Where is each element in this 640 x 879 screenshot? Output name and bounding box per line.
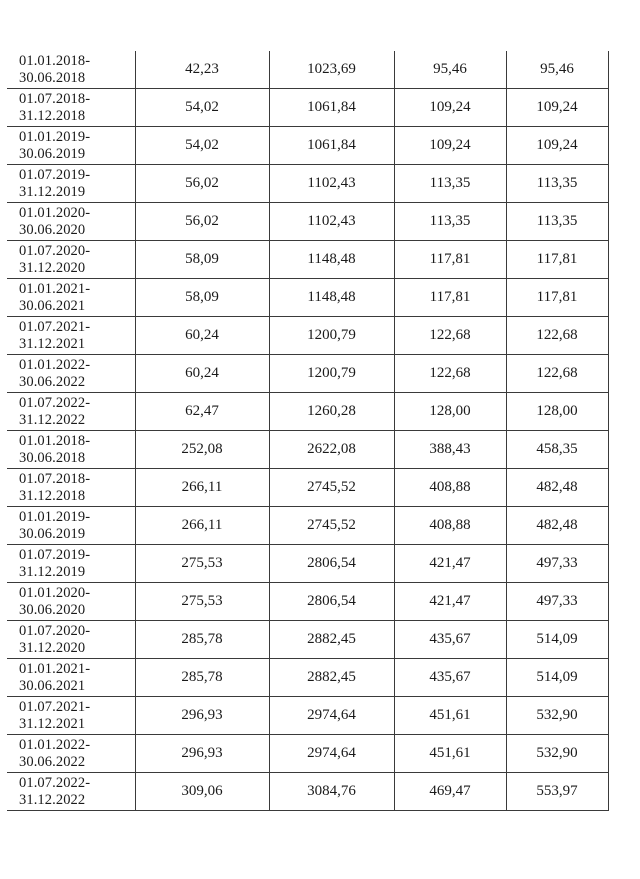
table-row — [7, 735, 608, 773]
value-cell-2: 1061,84 — [269, 127, 394, 165]
value-cell-2: 1102,43 — [269, 203, 394, 241]
value-cell-2: 1023,69 — [269, 51, 394, 89]
table-row — [7, 127, 608, 165]
value-cell-1: 252,08 — [135, 431, 269, 469]
period-end: 30.06.2019 — [19, 145, 86, 162]
value-cell-3: 435,67 — [394, 621, 506, 659]
value-cell-4: 532,90 — [506, 697, 608, 735]
period-start: 01.01.2021- — [19, 660, 91, 677]
value-cell-1: 58,09 — [135, 279, 269, 317]
value-cell-2: 1260,28 — [269, 393, 394, 431]
value-cell-2: 2882,45 — [269, 659, 394, 697]
value-cell-3: 113,35 — [394, 165, 506, 203]
period-cell — [7, 773, 135, 811]
period-end: 31.12.2019 — [19, 563, 86, 580]
value-cell-3: 421,47 — [394, 545, 506, 583]
table-row — [7, 431, 608, 469]
period-start: 01.01.2022- — [19, 356, 91, 373]
value-cell-4: 497,33 — [506, 583, 608, 621]
period-cell — [7, 621, 135, 659]
period-start: 01.07.2020- — [19, 622, 91, 639]
table-row — [7, 355, 608, 393]
value-cell-4: 113,35 — [506, 165, 608, 203]
period-end: 31.12.2021 — [19, 715, 86, 732]
period-end: 30.06.2022 — [19, 373, 86, 390]
table-row — [7, 51, 608, 89]
period-start: 01.01.2019- — [19, 128, 91, 145]
value-cell-4: 458,35 — [506, 431, 608, 469]
value-cell-1: 58,09 — [135, 241, 269, 279]
period-end: 30.06.2020 — [19, 601, 86, 618]
value-cell-2: 1148,48 — [269, 279, 394, 317]
table-row — [7, 165, 608, 203]
period-start: 01.07.2019- — [19, 546, 91, 563]
period-start: 01.07.2022- — [19, 394, 91, 411]
value-cell-4: 553,97 — [506, 773, 608, 811]
period-cell — [7, 583, 135, 621]
value-cell-2: 2745,52 — [269, 507, 394, 545]
value-cell-1: 54,02 — [135, 89, 269, 127]
period-start: 01.07.2020- — [19, 242, 91, 259]
period-start: 01.07.2018- — [19, 90, 91, 107]
period-end: 31.12.2020 — [19, 639, 86, 656]
table-row — [7, 659, 608, 697]
period-start: 01.07.2022- — [19, 774, 91, 791]
table-row — [7, 583, 608, 621]
period-cell — [7, 697, 135, 735]
value-cell-3: 388,43 — [394, 431, 506, 469]
period-start: 01.01.2020- — [19, 584, 91, 601]
table-row — [7, 545, 608, 583]
table-row — [7, 507, 608, 545]
period-start: 01.01.2018- — [19, 432, 91, 449]
value-cell-4: 532,90 — [506, 735, 608, 773]
value-cell-3: 469,47 — [394, 773, 506, 811]
value-cell-4: 113,35 — [506, 203, 608, 241]
value-cell-2: 1102,43 — [269, 165, 394, 203]
value-cell-4: 122,68 — [506, 355, 608, 393]
value-cell-2: 2806,54 — [269, 545, 394, 583]
value-cell-1: 54,02 — [135, 127, 269, 165]
table-row — [7, 393, 608, 431]
value-cell-2: 1200,79 — [269, 355, 394, 393]
value-cell-3: 117,81 — [394, 241, 506, 279]
value-cell-2: 3084,76 — [269, 773, 394, 811]
period-start: 01.01.2020- — [19, 204, 91, 221]
period-end: 31.12.2020 — [19, 259, 86, 276]
period-end: 30.06.2022 — [19, 753, 86, 770]
table-row — [7, 469, 608, 507]
value-cell-4: 109,24 — [506, 89, 608, 127]
period-end: 31.12.2022 — [19, 411, 86, 428]
value-cell-4: 514,09 — [506, 659, 608, 697]
value-cell-2: 2974,64 — [269, 735, 394, 773]
value-cell-1: 60,24 — [135, 317, 269, 355]
value-cell-4: 117,81 — [506, 279, 608, 317]
period-end: 30.06.2018 — [19, 69, 86, 86]
value-cell-4: 497,33 — [506, 545, 608, 583]
period-cell — [7, 241, 135, 279]
period-cell — [7, 431, 135, 469]
value-cell-3: 421,47 — [394, 583, 506, 621]
period-cell — [7, 51, 135, 89]
value-cell-2: 2806,54 — [269, 583, 394, 621]
value-cell-3: 109,24 — [394, 127, 506, 165]
value-cell-3: 95,46 — [394, 51, 506, 89]
period-end: 31.12.2018 — [19, 107, 86, 124]
value-cell-1: 296,93 — [135, 697, 269, 735]
value-cell-2: 2882,45 — [269, 621, 394, 659]
period-start: 01.01.2019- — [19, 508, 91, 525]
value-cell-1: 296,93 — [135, 735, 269, 773]
value-cell-1: 56,02 — [135, 165, 269, 203]
period-end: 30.06.2020 — [19, 221, 86, 238]
period-start: 01.07.2019- — [19, 166, 91, 183]
period-cell — [7, 469, 135, 507]
period-cell — [7, 735, 135, 773]
value-cell-3: 109,24 — [394, 89, 506, 127]
table-row — [7, 241, 608, 279]
value-cell-1: 266,11 — [135, 469, 269, 507]
period-end: 30.06.2018 — [19, 449, 86, 466]
value-cell-2: 1061,84 — [269, 89, 394, 127]
value-cell-3: 113,35 — [394, 203, 506, 241]
value-cell-2: 1200,79 — [269, 317, 394, 355]
value-cell-1: 266,11 — [135, 507, 269, 545]
period-end: 31.12.2022 — [19, 791, 86, 808]
value-cell-3: 122,68 — [394, 355, 506, 393]
period-cell — [7, 127, 135, 165]
value-cell-1: 42,23 — [135, 51, 269, 89]
value-cell-4: 95,46 — [506, 51, 608, 89]
period-end: 31.12.2018 — [19, 487, 86, 504]
value-cell-4: 514,09 — [506, 621, 608, 659]
table-row — [7, 697, 608, 735]
value-cell-1: 285,78 — [135, 659, 269, 697]
value-cell-2: 1148,48 — [269, 241, 394, 279]
period-end: 30.06.2019 — [19, 525, 86, 542]
value-cell-3: 435,67 — [394, 659, 506, 697]
table-row — [7, 621, 608, 659]
value-cell-1: 285,78 — [135, 621, 269, 659]
period-cell — [7, 317, 135, 355]
value-cell-1: 60,24 — [135, 355, 269, 393]
period-cell — [7, 545, 135, 583]
table-row — [7, 203, 608, 241]
period-end: 31.12.2021 — [19, 335, 86, 352]
table-row — [7, 89, 608, 127]
period-start: 01.01.2018- — [19, 52, 91, 69]
period-cell — [7, 659, 135, 697]
value-cell-4: 117,81 — [506, 241, 608, 279]
tariff-table-body — [7, 51, 608, 811]
value-cell-4: 128,00 — [506, 393, 608, 431]
value-cell-1: 56,02 — [135, 203, 269, 241]
value-cell-1: 309,06 — [135, 773, 269, 811]
value-cell-4: 109,24 — [506, 127, 608, 165]
period-cell — [7, 279, 135, 317]
value-cell-3: 408,88 — [394, 469, 506, 507]
period-start: 01.07.2021- — [19, 698, 91, 715]
period-cell — [7, 393, 135, 431]
tariff-table — [7, 51, 609, 811]
period-start: 01.01.2022- — [19, 736, 91, 753]
period-cell — [7, 355, 135, 393]
value-cell-2: 2974,64 — [269, 697, 394, 735]
value-cell-1: 62,47 — [135, 393, 269, 431]
value-cell-2: 2745,52 — [269, 469, 394, 507]
value-cell-4: 122,68 — [506, 317, 608, 355]
value-cell-3: 122,68 — [394, 317, 506, 355]
period-start: 01.07.2018- — [19, 470, 91, 487]
table-row — [7, 317, 608, 355]
value-cell-4: 482,48 — [506, 469, 608, 507]
period-cell — [7, 89, 135, 127]
period-cell — [7, 203, 135, 241]
period-end: 30.06.2021 — [19, 677, 86, 694]
table-row — [7, 773, 608, 811]
value-cell-3: 451,61 — [394, 735, 506, 773]
value-cell-3: 128,00 — [394, 393, 506, 431]
period-end: 30.06.2021 — [19, 297, 86, 314]
value-cell-3: 451,61 — [394, 697, 506, 735]
period-start: 01.07.2021- — [19, 318, 91, 335]
period-cell — [7, 165, 135, 203]
value-cell-4: 482,48 — [506, 507, 608, 545]
table-row — [7, 279, 608, 317]
period-end: 31.12.2019 — [19, 183, 86, 200]
value-cell-1: 275,53 — [135, 583, 269, 621]
period-cell — [7, 507, 135, 545]
value-cell-3: 117,81 — [394, 279, 506, 317]
value-cell-2: 2622,08 — [269, 431, 394, 469]
value-cell-3: 408,88 — [394, 507, 506, 545]
value-cell-1: 275,53 — [135, 545, 269, 583]
period-start: 01.01.2021- — [19, 280, 91, 297]
